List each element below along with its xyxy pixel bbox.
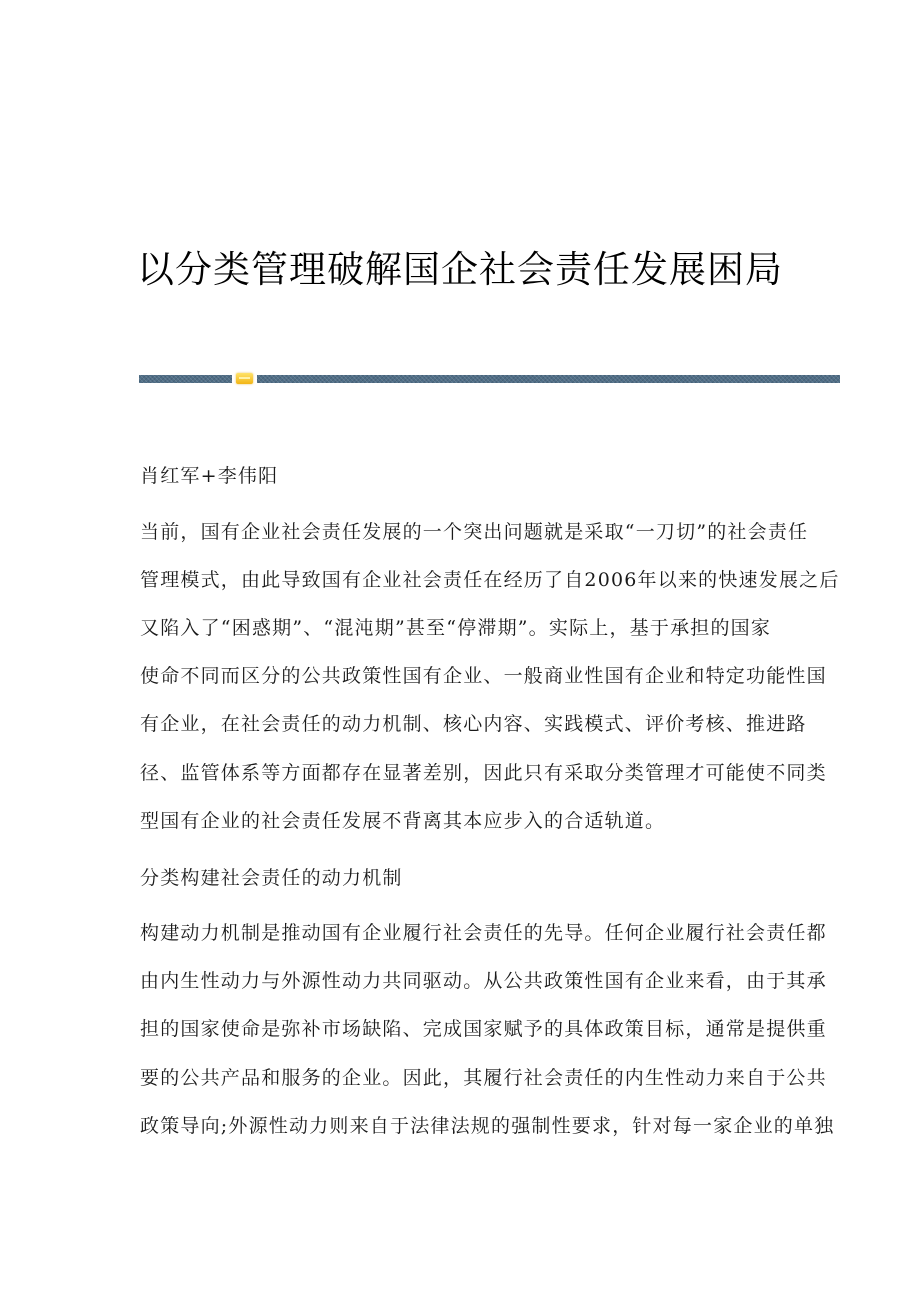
paragraph-line: 政策导向;外源性动力则来自于法律法规的强制性要求，针对每一家企业的单独	[140, 1115, 835, 1137]
paragraph-line: 使命不同而区分的公共政策性国有企业、一般商业性国有企业和特定功能性国	[140, 665, 827, 687]
gold-ornament-icon	[236, 373, 253, 384]
paragraph-line: 径、监管体系等方面都存在显著差别，因此只有采取分类管理才可能使不同类	[140, 762, 827, 784]
paragraph-line: 有企业，在社会责任的动力机制、核心内容、实践模式、评价考核、推进路	[140, 713, 807, 735]
paragraph-line: 构建动力机制是推动国有企业履行社会责任的先导。任何企业履行社会责任都	[140, 922, 827, 944]
paragraph-line: 管理模式，由此导致国有企业社会责任在经历了自2006年以来的快速发展之后	[140, 569, 840, 591]
paragraph-line: 当前，国有企业社会责任发展的一个突出问题就是采取“一刀切”的社会责任	[140, 521, 809, 543]
paragraph-line: 要的公共产品和服务的企业。因此，其履行社会责任的内生性动力来自于公共	[140, 1067, 827, 1089]
paragraph-line: 型国有企业的社会责任发展不背离其本应步入的合适轨道。	[140, 810, 666, 832]
section-heading: 分类构建社会责任的动力机制	[140, 867, 403, 889]
title-divider-right	[257, 375, 840, 383]
paragraph-line: 由内生性动力与外源性动力共同驱动。从公共政策性国有企业来看，由于其承	[140, 970, 827, 992]
author-line: 肖红军+李伟阳	[140, 465, 279, 487]
paragraph-line: 又陷入了“困惑期”、“混沌期”甚至“停滞期”。实际上，基于承担的国家	[140, 617, 772, 639]
title-divider-left	[139, 375, 232, 383]
paragraph-line: 担的国家使命是弥补市场缺陷、完成国家赋予的具体政策目标，通常是提供重	[140, 1018, 827, 1040]
document-title: 以分类管理破解国企社会责任发展困局	[137, 247, 783, 291]
